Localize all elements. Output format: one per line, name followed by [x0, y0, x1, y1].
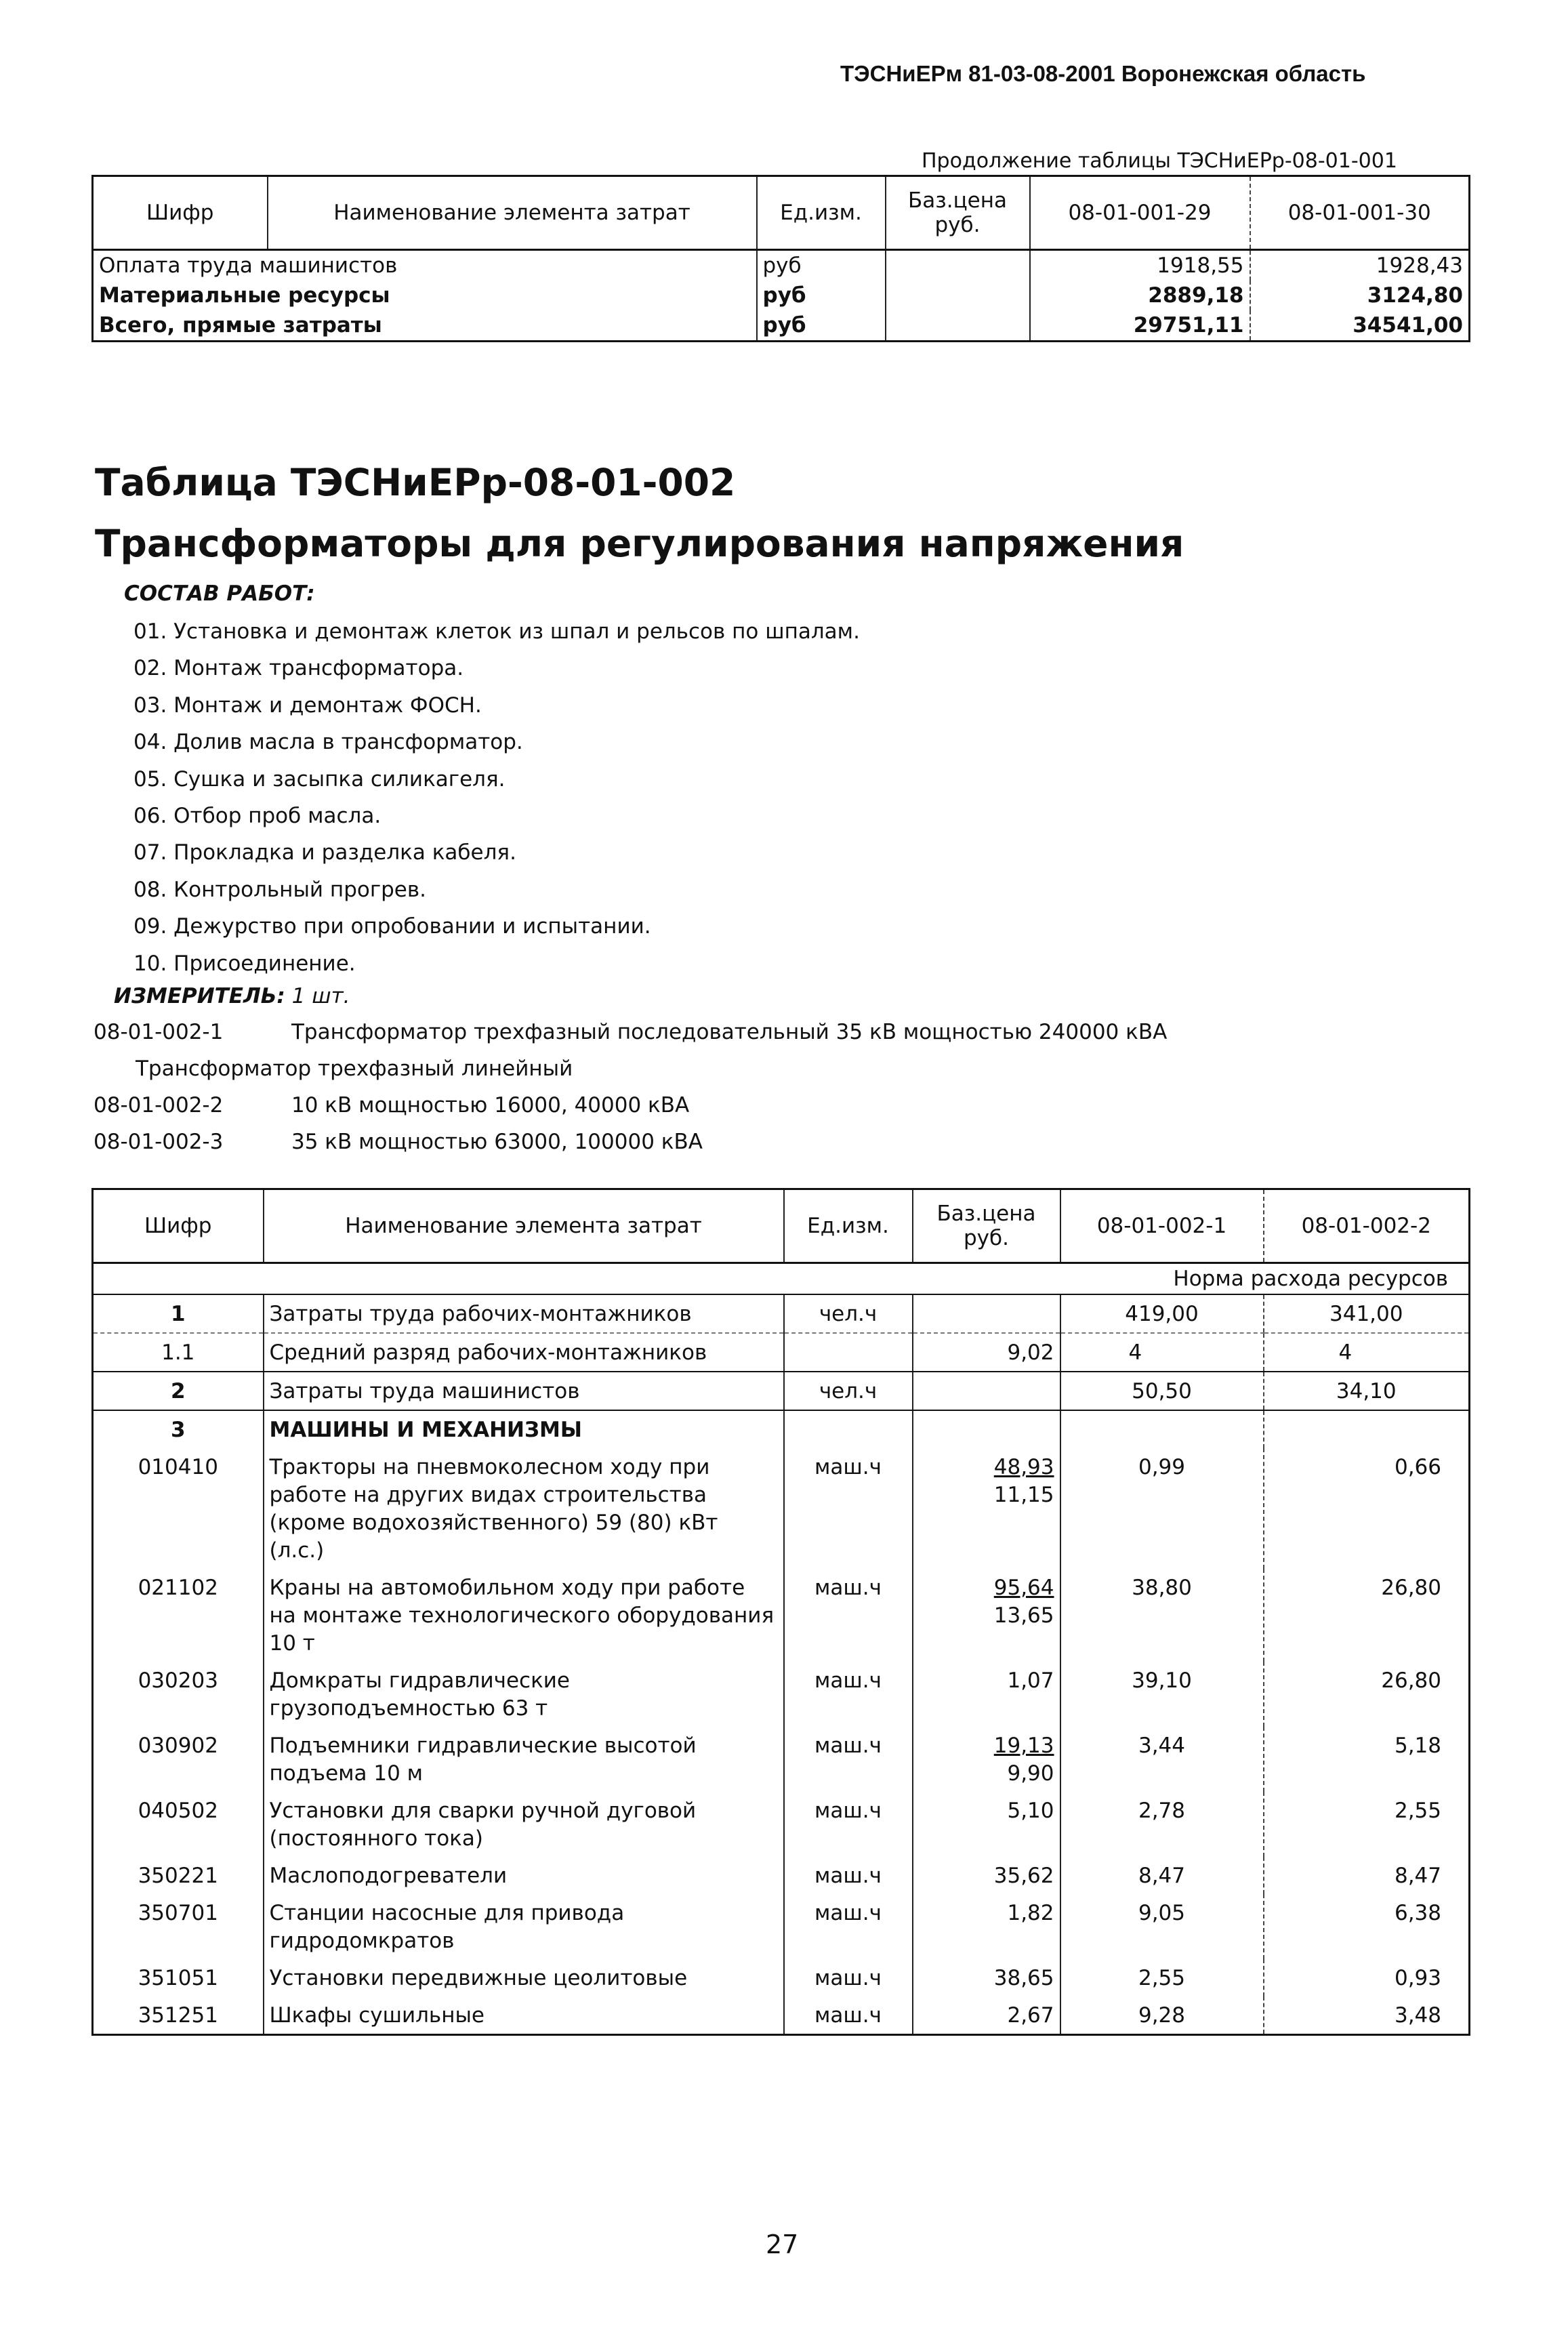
measurer-label: ИЗМЕРИТЕЛЬ: — [114, 984, 285, 1008]
row-name: Домкраты гидравлические грузоподъемностью 63 т — [264, 1662, 784, 1727]
row-code: 030203 — [138, 1668, 218, 1693]
table-row — [93, 1857, 1470, 1894]
norm-code-item — [94, 1014, 1167, 1050]
base-price-wages: 11,15 — [993, 1483, 1054, 1507]
row-value-1: 0,99 — [1060, 1448, 1264, 1569]
row-base-price: 38,65 — [913, 1959, 1060, 1996]
row-code: 021102 — [138, 1576, 218, 1600]
row-unit: маш.ч — [784, 1662, 913, 1727]
resource-table-continued — [91, 175, 1470, 342]
work-item: 08. Контрольный прогрев. — [133, 877, 427, 902]
row-base-price: 5,10 — [913, 1792, 1060, 1857]
base-price-wages: 13,65 — [993, 1603, 1054, 1628]
table-header-row — [93, 176, 1470, 250]
norm-code: 08-01-002-2 — [94, 1093, 224, 1117]
row-code: 350701 — [138, 1901, 218, 1925]
row-code: 030902 — [138, 1734, 218, 1758]
table-continuation-note: Продолжение таблицы ТЭСНиЕРр-08-01-001 — [922, 149, 1397, 173]
row-name: Всего, прямые затраты — [99, 313, 382, 337]
work-item: 05. Сушка и засыпка силикагеля. — [133, 766, 506, 792]
row-value-2: 3,48 — [1264, 1996, 1470, 2035]
row-name: Станции насосные для привода гидродомкратов — [264, 1894, 784, 1959]
row-value-2: 0,66 — [1264, 1448, 1470, 1569]
table-row — [93, 1959, 1470, 1996]
base-price-total: 19,13 — [993, 1734, 1054, 1758]
resource-norms-table — [91, 1188, 1470, 2036]
row-value-1: 39,10 — [1060, 1662, 1264, 1727]
base-price-total: 48,93 — [993, 1455, 1054, 1479]
norm-subheader: Норма расхода ресурсов — [93, 1263, 1470, 1295]
row-value-1: 2,55 — [1060, 1959, 1264, 1996]
row-name: Шкафы сушильные — [264, 1996, 784, 2035]
table-row — [93, 250, 1470, 281]
row-code: 351051 — [138, 1966, 218, 1990]
row-base-price — [913, 1448, 1060, 1569]
row-code: 2 — [93, 1372, 264, 1410]
work-item: 06. Отбор проб масла. — [133, 804, 381, 829]
row-value-2: 8,47 — [1264, 1857, 1470, 1894]
base-price-total: 95,64 — [993, 1576, 1054, 1600]
row-name: Маслоподогреватели — [264, 1857, 784, 1894]
row-name: Материальные ресурсы — [99, 283, 390, 308]
norm-code-item — [94, 1124, 1167, 1160]
row-code: 350221 — [138, 1864, 218, 1888]
norm-code: 08-01-002-1 — [94, 1020, 224, 1044]
row-name: Тракторы на пневмоколесном ходу при работе на других видах строительства (кроме водохозяйственного) 59 (80) кВт (л.с.) — [264, 1448, 784, 1569]
row-base-price — [913, 1410, 1060, 1448]
row-value-1: 9,05 — [1060, 1894, 1264, 1959]
col-header-base-price: Баз.цена руб. — [886, 176, 1030, 250]
row-base-price: 1,82 — [913, 1894, 1060, 1959]
col-header-name: Наименование элемента затрат — [264, 1189, 784, 1263]
row-unit: маш.ч — [784, 1727, 913, 1792]
row-value-1 — [1060, 1410, 1264, 1448]
col-header-code: Шифр — [144, 1214, 212, 1238]
row-value-2: 341,00 — [1264, 1294, 1470, 1333]
row-value-2: 34,10 — [1264, 1372, 1470, 1410]
row-value-1: 8,47 — [1060, 1857, 1264, 1894]
row-base-price: 9,02 — [913, 1333, 1060, 1372]
row-code: 1.1 — [93, 1333, 264, 1372]
row-unit: руб — [757, 281, 886, 310]
table-row — [93, 1333, 1470, 1372]
table-row — [93, 1372, 1470, 1410]
row-value-2: 6,38 — [1264, 1894, 1470, 1959]
table-row — [93, 1448, 1470, 1569]
row-value-1: 2,78 — [1060, 1792, 1264, 1857]
row-value-1: 29751,11 — [1030, 310, 1250, 342]
row-name: Установки для сварки ручной дуговой (постоянного тока) — [264, 1792, 784, 1857]
table-row — [93, 1662, 1470, 1727]
row-base-price: 35,62 — [913, 1857, 1060, 1894]
work-item: 02. Монтаж трансформатора. — [133, 656, 464, 681]
row-value-1: 419,00 — [1060, 1294, 1264, 1333]
row-unit: руб — [757, 310, 886, 342]
col-header-rate-2: 08-01-002-2 — [1264, 1189, 1470, 1263]
page-number: 27 — [766, 2230, 799, 2259]
row-unit: маш.ч — [784, 1569, 913, 1662]
table-row — [93, 1294, 1470, 1333]
row-value-2: 5,18 — [1264, 1727, 1470, 1792]
row-base-price — [886, 250, 1030, 281]
table-header-row — [93, 1189, 1470, 1263]
col-header-rate-2: 08-01-001-30 — [1250, 176, 1470, 250]
row-value-2: 34541,00 — [1250, 310, 1470, 342]
row-value-2: 4 — [1264, 1333, 1470, 1372]
table-row — [93, 1792, 1470, 1857]
table-title: Таблица ТЭСНиЕРр-08-01-002 — [95, 461, 736, 504]
col-header-unit: Ед.изм. — [757, 176, 886, 250]
work-composition-label: СОСТАВ РАБОТ: — [124, 581, 315, 606]
row-value-1: 9,28 — [1060, 1996, 1264, 2035]
row-code: 3 — [170, 1418, 186, 1442]
table-section-row — [93, 1410, 1470, 1448]
work-item: 03. Монтаж и демонтаж ФОСН. — [133, 693, 482, 718]
row-unit — [784, 1410, 913, 1448]
row-code: 351251 — [138, 2003, 218, 2028]
measurer — [114, 984, 350, 1008]
row-name: Подъемники гидравлические высотой подъема 10 м — [264, 1727, 784, 1792]
row-unit: маш.ч — [784, 1448, 913, 1569]
row-code: 040502 — [138, 1799, 218, 1823]
row-name: Установки передвижные цеолитовые — [264, 1959, 784, 1996]
row-unit: чел.ч — [784, 1294, 913, 1333]
work-item: 09. Дежурство при опробовании и испытании. — [133, 914, 651, 939]
table-row — [93, 1894, 1470, 1959]
row-value-1: 1918,55 — [1030, 250, 1250, 281]
row-value-1: 4 — [1060, 1333, 1264, 1372]
norm-code: 08-01-002-3 — [94, 1130, 224, 1154]
work-item: 10. Присоединение. — [133, 951, 356, 976]
base-price-wages: 9,90 — [1007, 1761, 1054, 1786]
col-header-rate-1: 08-01-002-1 — [1060, 1189, 1264, 1263]
work-item: 01. Установка и демонтаж клеток из шпал и рельсов по шпалам. — [133, 619, 860, 644]
work-item: 07. Прокладка и разделка кабеля. — [133, 840, 516, 865]
norm-description: 10 кВ мощностью 16000, 40000 кВА — [291, 1093, 690, 1117]
work-item: 04. Долив масла в трансформатор. — [133, 730, 523, 755]
row-base-price — [886, 310, 1030, 342]
row-name: МАШИНЫ И МЕХАНИЗМЫ — [264, 1410, 784, 1448]
row-base-price — [913, 1294, 1060, 1333]
row-value-1: 3,44 — [1060, 1727, 1264, 1792]
row-unit: руб — [757, 250, 886, 281]
row-value-2: 1928,43 — [1250, 250, 1470, 281]
row-base-price — [886, 281, 1030, 310]
col-header-unit: Ед.изм. — [784, 1189, 913, 1263]
measurer-value: 1 шт. — [291, 984, 350, 1008]
table-row — [93, 310, 1470, 342]
row-base-price — [913, 1727, 1060, 1792]
col-header-rate-1: 08-01-001-29 — [1030, 176, 1250, 250]
row-base-price: 2,67 — [913, 1996, 1060, 2035]
norm-code-list — [94, 1014, 1167, 1160]
table-row — [93, 1727, 1470, 1792]
row-name: Средний разряд рабочих-монтажников — [264, 1333, 784, 1372]
table-row — [93, 1569, 1470, 1662]
row-unit: маш.ч — [784, 1996, 913, 2035]
work-list — [133, 613, 860, 982]
row-code: 010410 — [138, 1455, 218, 1479]
row-unit: маш.ч — [784, 1857, 913, 1894]
row-unit: маш.ч — [784, 1959, 913, 1996]
row-unit: чел.ч — [784, 1372, 913, 1410]
row-base-price: 1,07 — [913, 1662, 1060, 1727]
row-name: Затраты труда машинистов — [264, 1372, 784, 1410]
col-header-code: Шифр — [93, 176, 268, 250]
row-unit: маш.ч — [784, 1792, 913, 1857]
row-unit: маш.ч — [784, 1894, 913, 1959]
norm-description: Трансформатор трехфазный последовательный 35 кВ мощностью 240000 кВА — [291, 1020, 1168, 1044]
row-value-2: 2,55 — [1264, 1792, 1470, 1857]
norm-code-item — [94, 1087, 1167, 1124]
col-header-name: Наименование элемента затрат — [268, 176, 757, 250]
running-header: ТЭСНиЕРм 81-03-08-2001 Воронежская область — [840, 61, 1366, 86]
row-name: Оплата труда машинистов — [99, 253, 398, 278]
row-value-2: 0,93 — [1264, 1959, 1470, 1996]
norm-subheader-row — [93, 1263, 1470, 1295]
norm-description: 35 кВ мощностью 63000, 100000 кВА — [291, 1130, 703, 1154]
row-unit — [784, 1333, 913, 1372]
table-row — [93, 1996, 1470, 2035]
row-value-1: 50,50 — [1060, 1372, 1264, 1410]
row-value-2: 26,80 — [1264, 1569, 1470, 1662]
row-value-1: 2889,18 — [1030, 281, 1250, 310]
row-name: Затраты труда рабочих-монтажников — [264, 1294, 784, 1333]
row-code: 1 — [93, 1294, 264, 1333]
row-base-price — [913, 1569, 1060, 1662]
norm-group-heading: Трансформатор трехфазный линейный — [136, 1057, 573, 1081]
table-subtitle: Трансформаторы для регулирования напряжения — [95, 522, 1184, 565]
row-value-2: 3124,80 — [1250, 281, 1470, 310]
row-base-price — [913, 1372, 1060, 1410]
row-value-2: 26,80 — [1264, 1662, 1470, 1727]
table-row — [93, 281, 1470, 310]
row-name: Краны на автомобильном ходу при работе на монтаже технологического оборудования 10 т — [264, 1569, 784, 1662]
col-header-base-price: Баз.цена руб. — [913, 1189, 1060, 1263]
row-value-2 — [1264, 1410, 1470, 1448]
row-value-1: 38,80 — [1060, 1569, 1264, 1662]
